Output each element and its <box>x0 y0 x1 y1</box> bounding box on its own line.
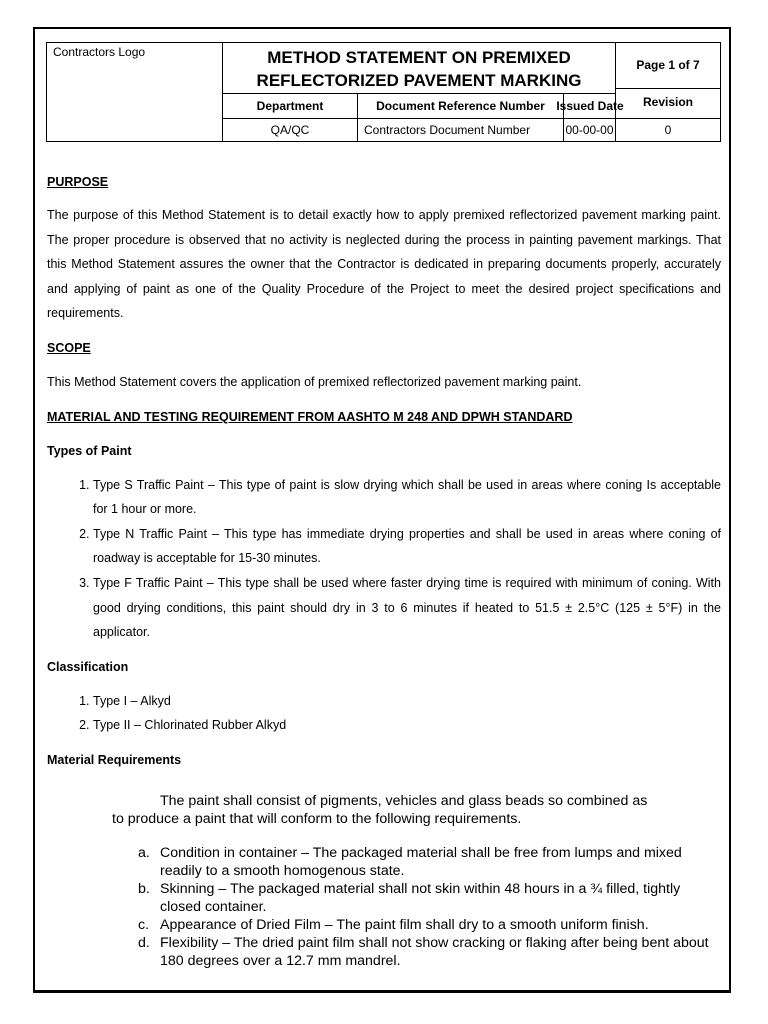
page-number: Page 1 of 7 <box>616 43 720 89</box>
document-body <box>47 170 721 772</box>
requirements-intro-line-2: to produce a paint that will conform to the following requirements. <box>112 811 522 827</box>
list-item: 2. Type II – Chlorinated Rubber Alkyd <box>93 713 721 738</box>
list-item <box>112 880 712 916</box>
department-value: QA/QC <box>223 119 358 142</box>
scope-heading: SCOPE <box>47 340 91 355</box>
item-text: Flexibility – The dried paint film shall not show cracking or flaking after being bent about 180 degrees over a 12.7 mm mandrel. <box>160 935 709 969</box>
list-item: 1. Type I – Alkyd <box>93 689 721 714</box>
types-of-paint-list <box>47 473 721 645</box>
purpose-text: The purpose of this Method Statement is to detail exactly how to apply premixed reflectorized pavement marking paint. The proper procedure is observed that no activity is neglected during the process in painting pavement markings. That this Method Statement assures the owner that the Contractor is dedicated in preparing documents properly, accurately and applying of paint as one of the Quality Procedure of the Project to meet the desired project specifications and requirements. <box>47 208 721 321</box>
doc-ref-header: Document Reference Number <box>358 94 564 119</box>
item-letter: d. <box>138 935 150 951</box>
item-text: Condition in container – The packaged material shall be free from lumps and mixed readily to a smooth homogenous state. <box>160 845 682 879</box>
title-line-2: REFLECTORIZED PAVEMENT MARKING <box>256 71 582 90</box>
list-item <box>112 916 712 934</box>
material-requirements-heading: Material Requirements <box>47 752 182 767</box>
classification-list <box>47 689 721 738</box>
document-header-table <box>46 42 721 142</box>
item-text: Appearance of Dried Film – The paint film shall dry to a smooth uniform finish. <box>160 917 649 933</box>
scope-text: This Method Statement covers the application of premixed reflectorized pavement marking paint. <box>47 374 582 389</box>
list-item <box>112 934 712 970</box>
list-item: 2. Type N Traffic Paint – This type has immediate drying properties and shall be used in areas where coning of roadway is acceptable for 15-30 minutes. <box>93 522 721 571</box>
issued-date-header-label: Issued Date <box>556 99 624 113</box>
title-line-1: METHOD STATEMENT ON PREMIXED <box>267 48 571 67</box>
contractors-logo-placeholder: Contractors Logo <box>47 43 223 141</box>
list-item: 3. Type F Traffic Paint – This type shall be used where faster drying time is required with minimum of coning. With good drying conditions, this paint should dry in 3 to 6 minutes if heated to 51.5 ± 2.5°C (125 ± 5°F) in the applicator. <box>93 571 721 645</box>
department-header: Department <box>223 94 358 119</box>
document-title <box>223 43 616 94</box>
item-letter: b. <box>138 881 150 897</box>
purpose-heading: PURPOSE <box>47 175 109 189</box>
doc-ref-value: Contractors Document Number <box>358 119 564 142</box>
item-letter: c. <box>138 917 150 933</box>
material-requirements-excerpt <box>112 792 712 970</box>
list-item: 1. Type S Traffic Paint – This type of paint is slow drying which shall be used in areas where coning Is acceptable for 1 hour or more. <box>93 473 721 522</box>
material-testing-heading: MATERIAL AND TESTING REQUIREMENT FROM AASHTO M 248 AND DPWH STANDARD <box>47 409 573 424</box>
revision-value: 0 <box>664 123 672 137</box>
revision-header: Revision <box>616 89 720 119</box>
item-letter: a. <box>138 845 150 861</box>
issued-date-value: 00-00-00 <box>564 119 616 142</box>
types-of-paint-heading: Types of Paint <box>47 443 132 458</box>
issued-date-header <box>556 94 624 119</box>
list-item <box>112 844 712 880</box>
classification-heading: Classification <box>47 659 129 674</box>
requirements-list <box>112 844 712 970</box>
requirements-intro-line-1: The paint shall consist of pigments, vehicles and glass beads so combined as <box>160 793 648 809</box>
item-text: Skinning – The packaged material shall not skin within 48 hours in a ¾ filled, tightly closed container. <box>160 881 681 915</box>
